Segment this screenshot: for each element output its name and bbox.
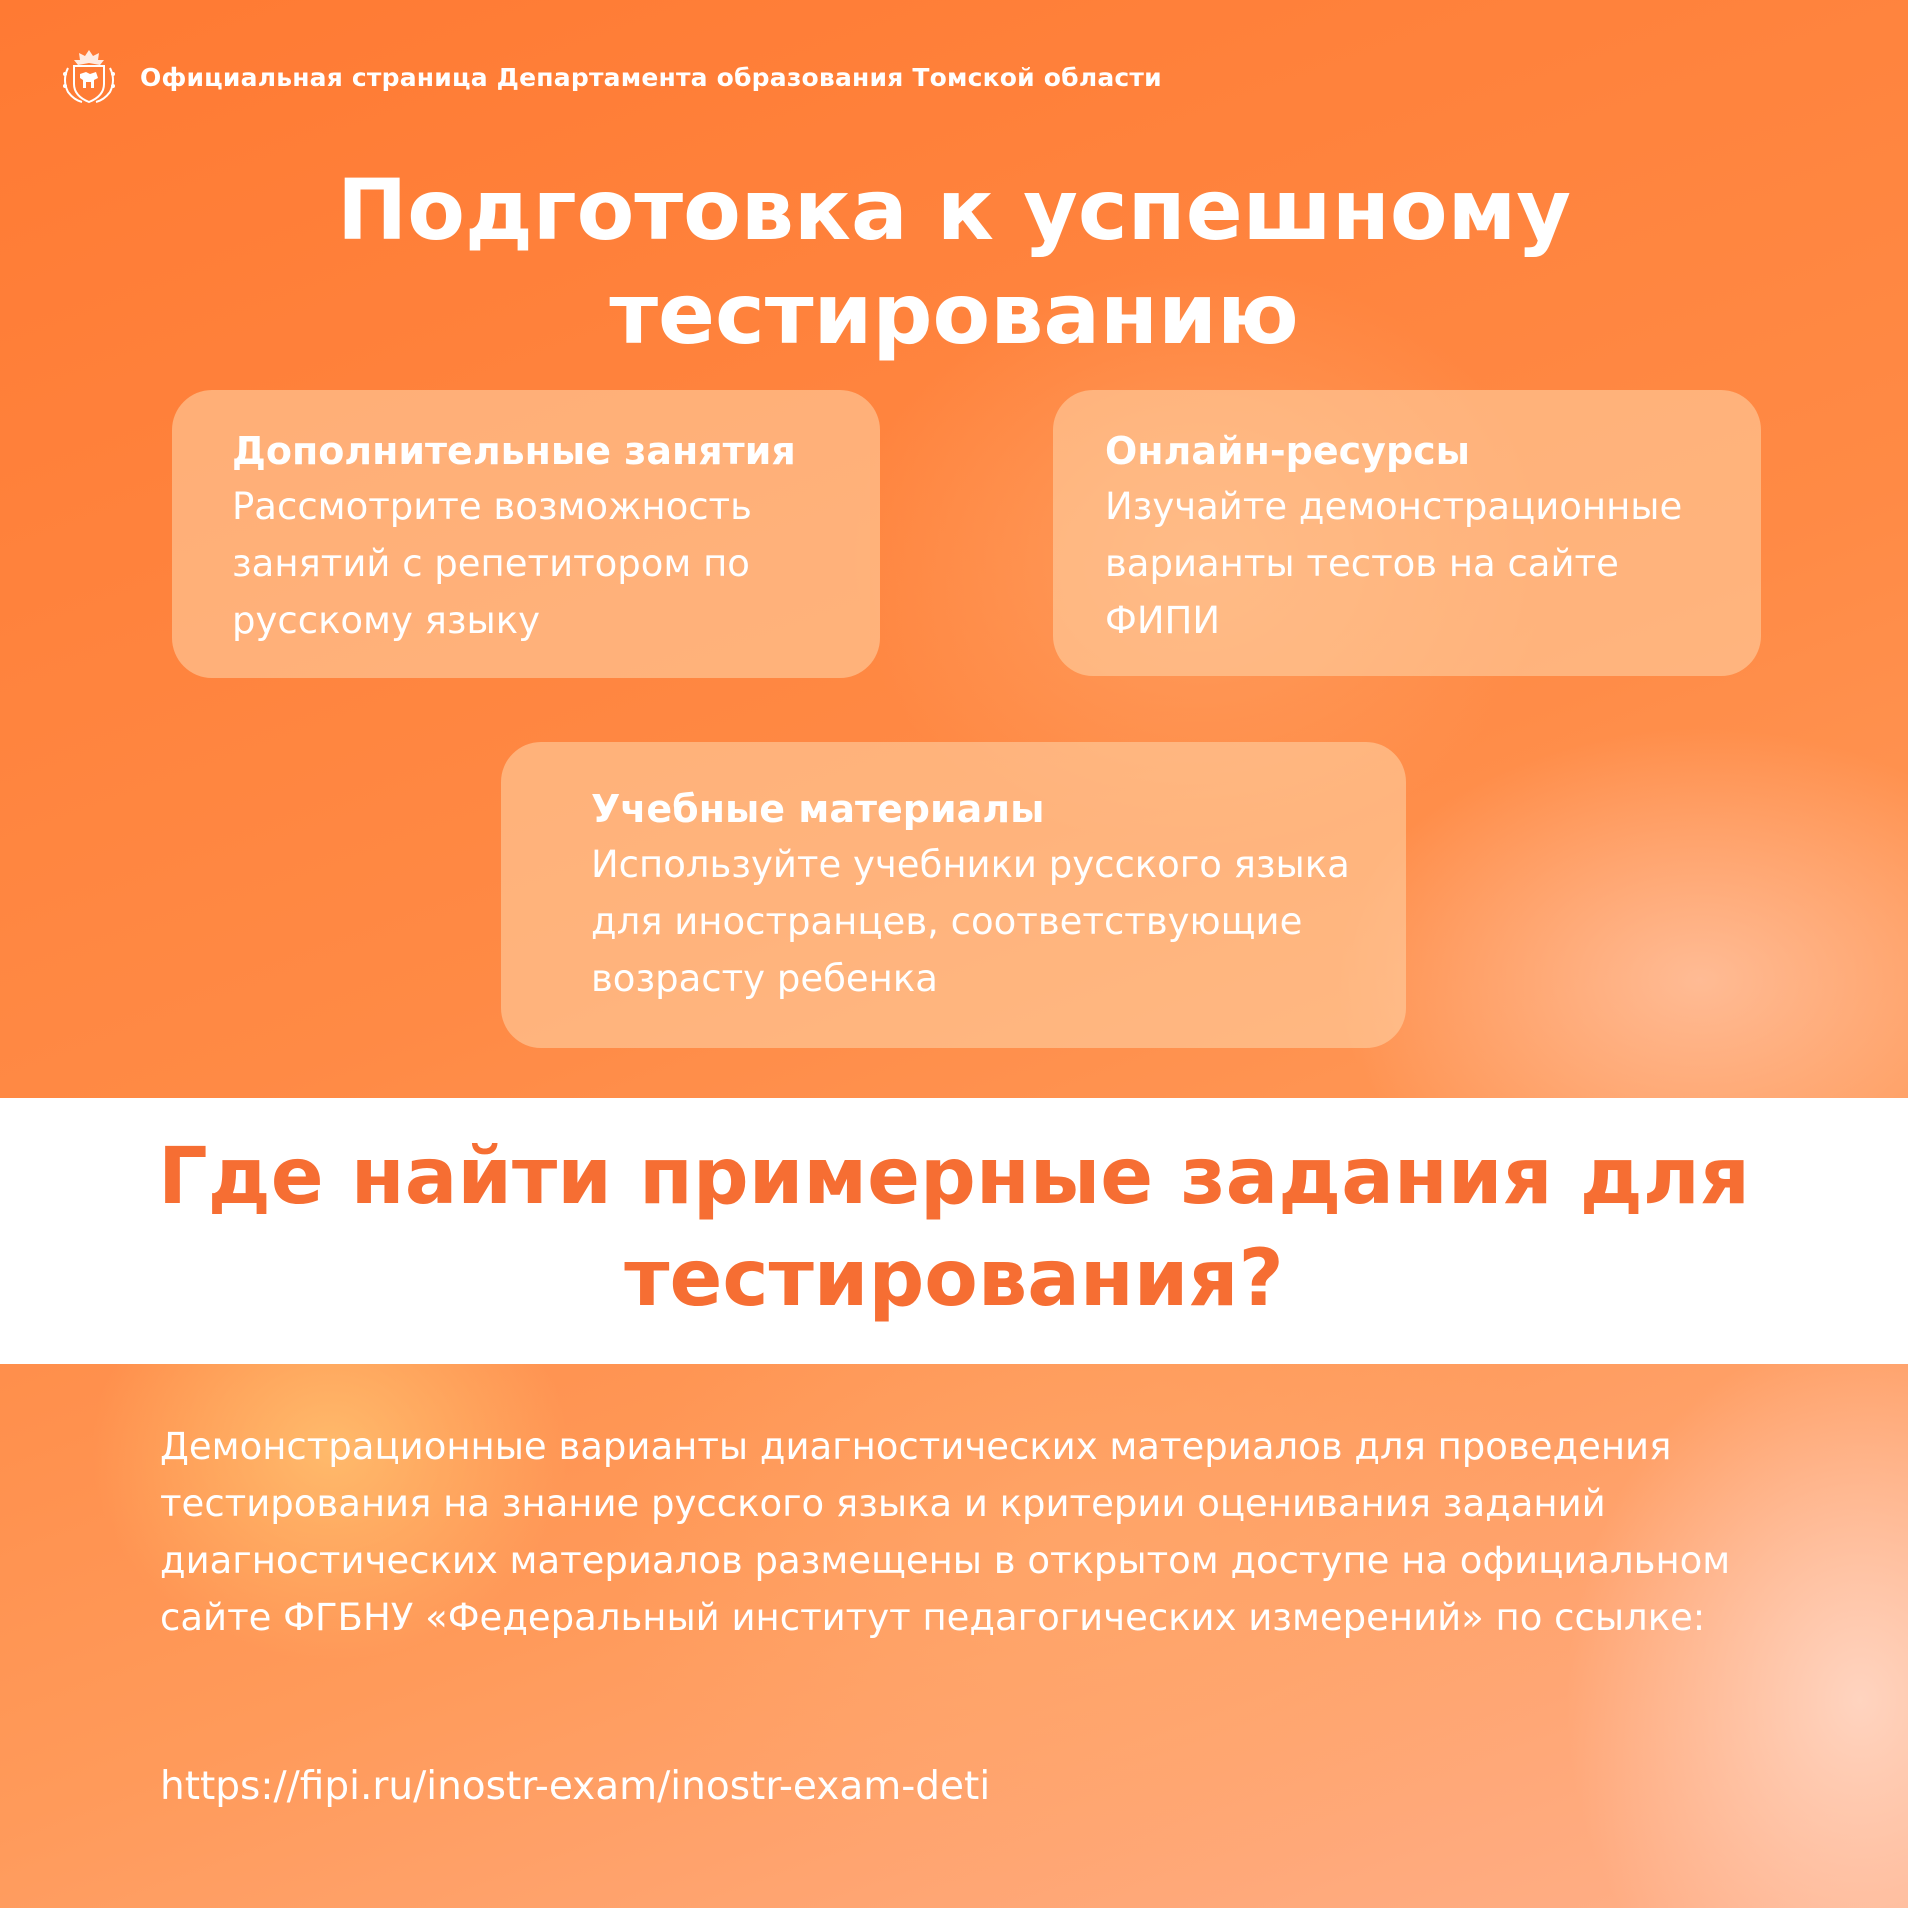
coat-of-arms-icon: [56, 44, 122, 110]
main-title: Подготовка к успешному тестированию: [336, 161, 1572, 363]
card-text: Изучайте демонстрационные варианты тестов на сайте ФИПИ: [1105, 485, 1683, 642]
card-study-materials: [501, 742, 1406, 1048]
card-title: Дополнительные занятия: [232, 429, 796, 473]
card-text: Рассмотрите возможность занятий с репетитором по русскому языку: [232, 485, 752, 642]
header-title: Официальная страница Департамента образования Томской области: [140, 62, 1162, 92]
header: [56, 44, 1162, 110]
band-title: Где найти примерные задания для тестирования?: [158, 1132, 1750, 1324]
card-title: Онлайн-ресурсы: [1105, 429, 1471, 473]
body-paragraph: Демонстрационные варианты диагностических материалов для проведения тестирования на знание русского языка и критерии оценивания заданий диагностических материалов размещены в открытом доступе на официальном сайте ФГБНУ «Федеральный институт педагогических измерений» по ссылке:: [160, 1425, 1731, 1639]
question-band: [0, 1098, 1908, 1364]
card-extra-lessons: [172, 390, 880, 678]
card-text: Используйте учебники русского языка для иностранцев, соответствующие возрасту ребенка: [591, 843, 1350, 1000]
card-title: Учебные материалы: [591, 787, 1045, 831]
fipi-link[interactable]: https://fipi.ru/inostr-exam/inostr-exam-deti: [160, 1764, 991, 1809]
card-online-resources: [1053, 390, 1761, 676]
